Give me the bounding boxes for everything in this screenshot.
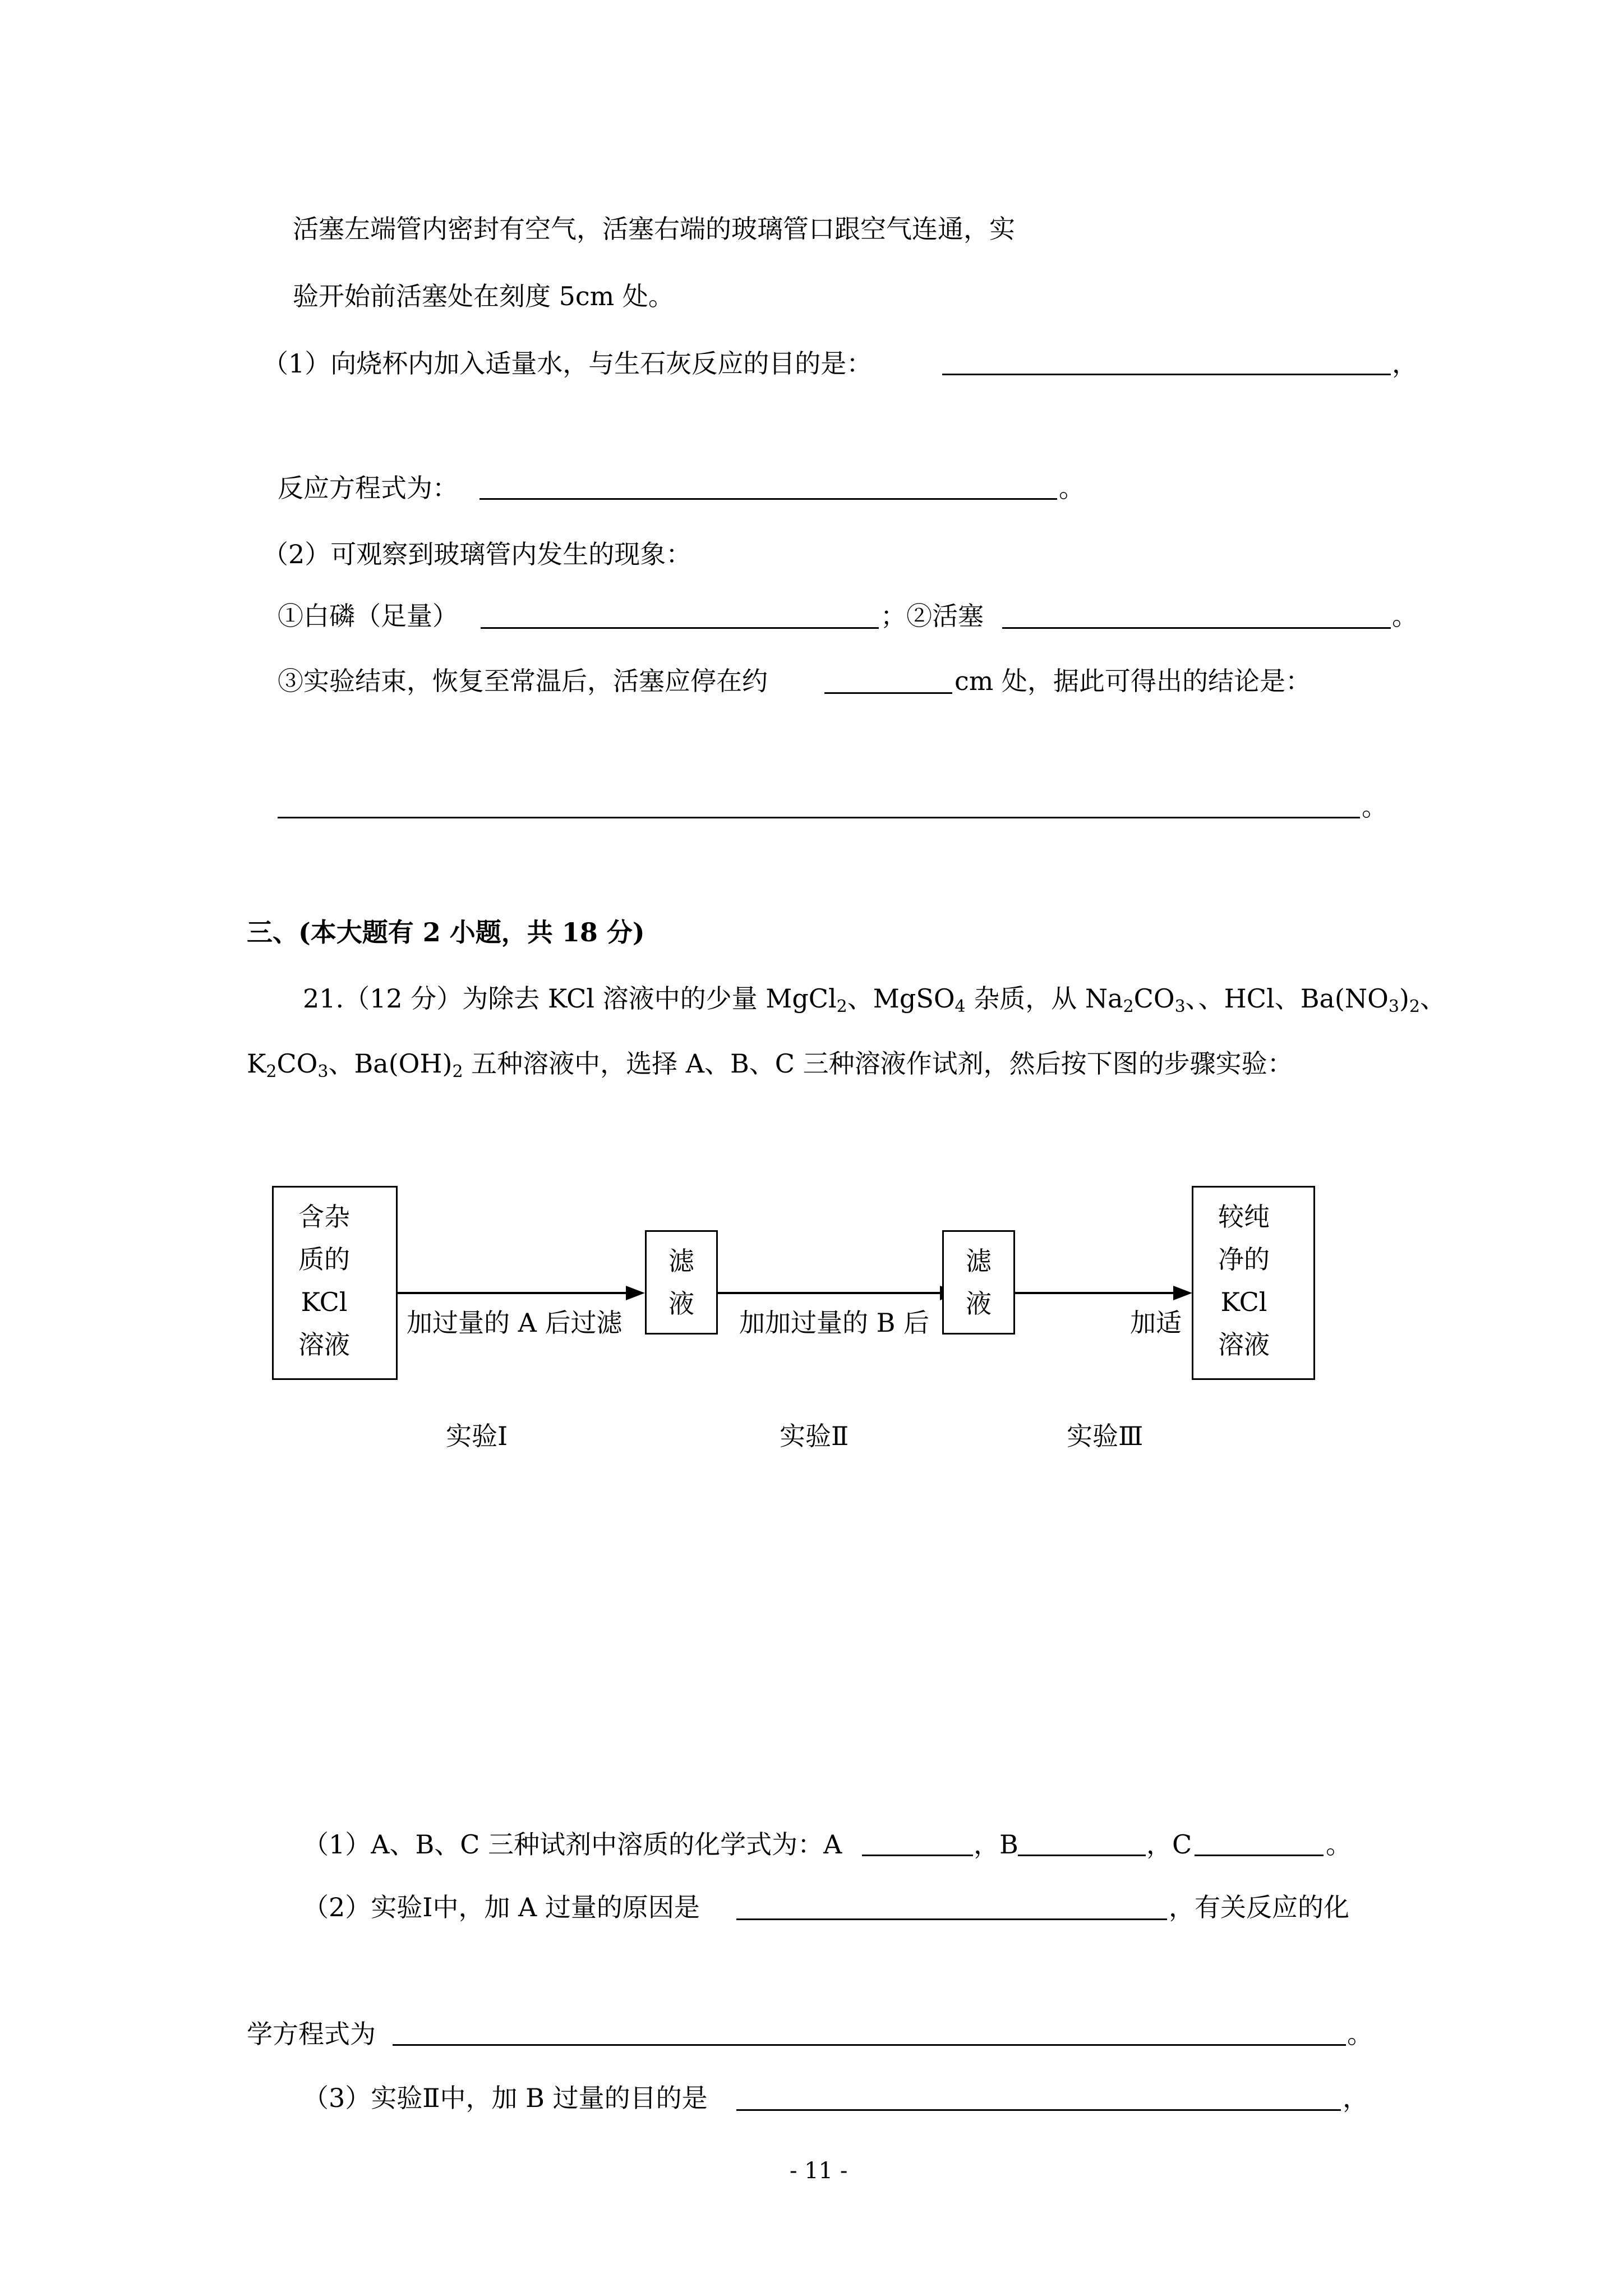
q21-reagent-b-blank[interactable] bbox=[1018, 1855, 1146, 1856]
q21-part3-prompt: （3）实验Ⅱ中，加 B 过量的目的是 bbox=[303, 2083, 708, 2113]
arrow-3-head bbox=[1173, 1286, 1192, 1300]
q21-reagent-a-blank[interactable] bbox=[862, 1855, 973, 1856]
experiment-1-label: 实验Ⅰ bbox=[446, 1421, 508, 1451]
box2-line-1: 滤 bbox=[668, 1246, 694, 1276]
box4-line-4: 溶液 bbox=[1218, 1329, 1270, 1360]
box1-line-2: 质的 bbox=[298, 1244, 350, 1274]
q21-intro-line-1: 21.（12 分）为除去 KCl 溶液中的少量 MgCl$_2$、MgSO$_4$ 杂质，从 $Na_2CO_3$、、HCl、$Ba(NO_3)_2$、 bbox=[303, 983, 1446, 1016]
arrow-2-label: 加加过量的 B 后 bbox=[739, 1308, 930, 1338]
arrow-1-shaft bbox=[398, 1292, 629, 1294]
box4-line-2: 净的 bbox=[1218, 1244, 1270, 1274]
arrow-3-shaft bbox=[1015, 1292, 1183, 1294]
q21-part1-b-label: ，B bbox=[974, 1829, 1018, 1860]
q20-piston-label: ；②活塞 bbox=[880, 601, 984, 631]
arrow-1-label: 加过量的 A 后过滤 bbox=[407, 1308, 623, 1338]
arrow-1-head bbox=[626, 1286, 645, 1300]
box3-line-1: 滤 bbox=[966, 1246, 992, 1276]
q20-conclusion-blank[interactable] bbox=[278, 817, 1360, 818]
q20-part1-comma: ， bbox=[1392, 348, 1418, 379]
q20-conclusion-period: 。 bbox=[1362, 792, 1387, 822]
q20-part1-answer-blank[interactable] bbox=[942, 374, 1391, 375]
q20-part2-prompt: （2）可观察到玻璃管内发生的现象： bbox=[262, 539, 692, 569]
q21-part2-after: ，有关反应的化 bbox=[1169, 1892, 1349, 1922]
box4-line-3: KCl bbox=[1220, 1287, 1267, 1317]
q20-equation-blank[interactable] bbox=[479, 498, 1057, 500]
section-heading: 三、(本大题有 2 小题，共 18 分) bbox=[247, 917, 645, 947]
box1-line-1: 含杂 bbox=[298, 1202, 350, 1232]
q21-intro-line-2: $K_2CO_3$、$Ba(OH)_2$ 五种溶液中，选择 A、B、C 三种溶液作试剂，然后按下图的步骤实验： bbox=[247, 1048, 1293, 1082]
q21-part1-prompt: （1）A、B、C 三种试剂中溶质的化学式为：A bbox=[303, 1829, 842, 1860]
q20-position-blank[interactable] bbox=[824, 692, 952, 694]
box-pure-kcl bbox=[1192, 1186, 1315, 1380]
intro-line-2: 验开始前活塞处在刻度 5cm 处。 bbox=[293, 281, 674, 311]
q20-equation-prompt: 反应方程式为： bbox=[278, 473, 458, 503]
intro-line-1: 活塞左端管内密封有空气，活塞右端的玻璃管口跟空气连通，实 bbox=[293, 214, 1015, 244]
q21-reagent-c-blank[interactable] bbox=[1195, 1855, 1324, 1856]
q21-equation-period: 。 bbox=[1347, 2019, 1373, 2049]
q21-part1-c-label: ，C bbox=[1146, 1829, 1192, 1860]
q21-purpose-blank[interactable] bbox=[736, 2109, 1341, 2111]
arrow-3-label: 加适 bbox=[1130, 1308, 1182, 1338]
box4-line-1: 较纯 bbox=[1218, 1202, 1270, 1232]
q20-phosphorus-label: ①白磷（足量） bbox=[278, 601, 458, 631]
q21-equation-prompt: 学方程式为 bbox=[247, 2019, 376, 2049]
q21-part3-comma: ， bbox=[1343, 2083, 1368, 2113]
q20-phosphorus-blank[interactable] bbox=[481, 627, 879, 629]
q20-part3-prompt: ③实验结束，恢复至常温后，活塞应停在约 bbox=[278, 666, 768, 696]
box2-line-2: 液 bbox=[668, 1289, 694, 1319]
box1-line-4: 溶液 bbox=[298, 1329, 350, 1360]
q21-reason-blank[interactable] bbox=[736, 1918, 1167, 1920]
experiment-3-label: 实验Ⅲ bbox=[1067, 1421, 1144, 1451]
q20-part3-after: cm 处，据此可得出的结论是： bbox=[955, 666, 1312, 696]
arrow-2-shaft bbox=[718, 1292, 942, 1294]
box1-line-3: KCl bbox=[301, 1287, 348, 1317]
q21-equation-blank[interactable] bbox=[393, 2044, 1346, 2046]
q20-part2-period: 。 bbox=[1392, 601, 1418, 631]
page-number: - 11 - bbox=[790, 2158, 848, 2184]
q20-part1-prompt: （1）向烧杯内加入适量水，与生石灰反应的目的是： bbox=[262, 348, 873, 379]
q21-part1-period: 。 bbox=[1326, 1829, 1352, 1860]
q20-piston-blank[interactable] bbox=[1002, 627, 1391, 629]
box-filtrate-2 bbox=[942, 1230, 1015, 1335]
box3-line-2: 液 bbox=[966, 1289, 992, 1319]
box-impure-kcl bbox=[272, 1186, 398, 1380]
experiment-2-label: 实验Ⅱ bbox=[780, 1421, 849, 1451]
q20-equation-period: 。 bbox=[1059, 473, 1085, 503]
box-filtrate-1 bbox=[645, 1230, 718, 1335]
q21-part2-prompt: （2）实验Ⅰ中，加 A 过量的原因是 bbox=[303, 1892, 700, 1922]
